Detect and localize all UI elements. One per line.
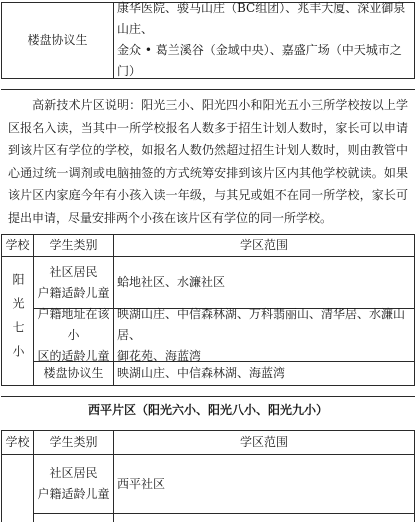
row2-category-line2: 区的适龄儿童 — [37, 349, 110, 363]
top-category: 楼盘协议生 — [27, 32, 88, 47]
row2-range-line2: 御花苑、海蓝湾 — [117, 349, 202, 363]
header-category: 学生类别 — [49, 238, 98, 252]
row2-range-line1: 映湖山庄、中信森林湖、万科翡丽山、清华居、水濂山居、 — [117, 307, 406, 342]
row1-category-line2: 户籍适龄儿童 — [37, 286, 110, 300]
district-note-text: 高新技术片区说明：阳光三小、阳光四小和阳光五小三所学校按以上学区报名入读，当其中一所学校报名人数多于招生计划人数时，家长可以申请到该片区有学位的学校，如报名人数仍然超过招生计划人数时，则由教管中心通过统一调剂或电脑抽签的方式统筹安排到该片区内其他学校就读。如果该片区内家庭今年有小孩入读一年级，与其兄或姐不在同一所学校，家长可提出申请，尽量安排两个小孩在该片区有学位的同一所学校。 — [8, 98, 408, 225]
section-title-xiping: 西平片区（阳光六小、阳光八小、阳光九小） — [87, 403, 328, 417]
top-range-line1: 康华医院、骏马山庄（BC组团）、兆丰大厦、深业御泉山庄、 — [117, 1, 406, 36]
district-note — [8, 94, 408, 229]
row1-category-line1: 社区居民 — [49, 265, 98, 279]
row2-category-line1: 户籍地址在该小 — [37, 307, 110, 342]
row3-range: 映湖山庄、中信森林湖、海蓝湾 — [117, 366, 286, 380]
table2-header-range: 学区范围 — [239, 435, 288, 449]
header-school: 学校 — [5, 238, 30, 252]
row2-range — [117, 307, 413, 363]
row3-category: 楼盘协议生 — [43, 366, 104, 380]
table2-row1-range: 西平社区 — [117, 476, 166, 491]
school-name: 阳光七小 — [11, 273, 25, 369]
row2-category — [34, 307, 113, 363]
header-range: 学区范围 — [239, 238, 288, 252]
table2-header-school: 学校 — [5, 435, 30, 449]
row1-range: 蛤地社区、水濂社区 — [117, 275, 226, 289]
row1-category — [34, 258, 113, 308]
top-range-line2: 金众 • 葛兰溪谷（金域中央）、嘉盛广场（中天城市之门） — [117, 43, 402, 78]
table2-row1-category-line1: 社区居民 — [49, 466, 98, 480]
table2-row1-category-line2: 户籍适龄儿童 — [37, 487, 110, 501]
top-range — [117, 1, 413, 78]
school-name-cell — [2, 257, 33, 385]
table2-header-category: 学生类别 — [49, 435, 98, 449]
table2-row1-category — [34, 457, 113, 511]
